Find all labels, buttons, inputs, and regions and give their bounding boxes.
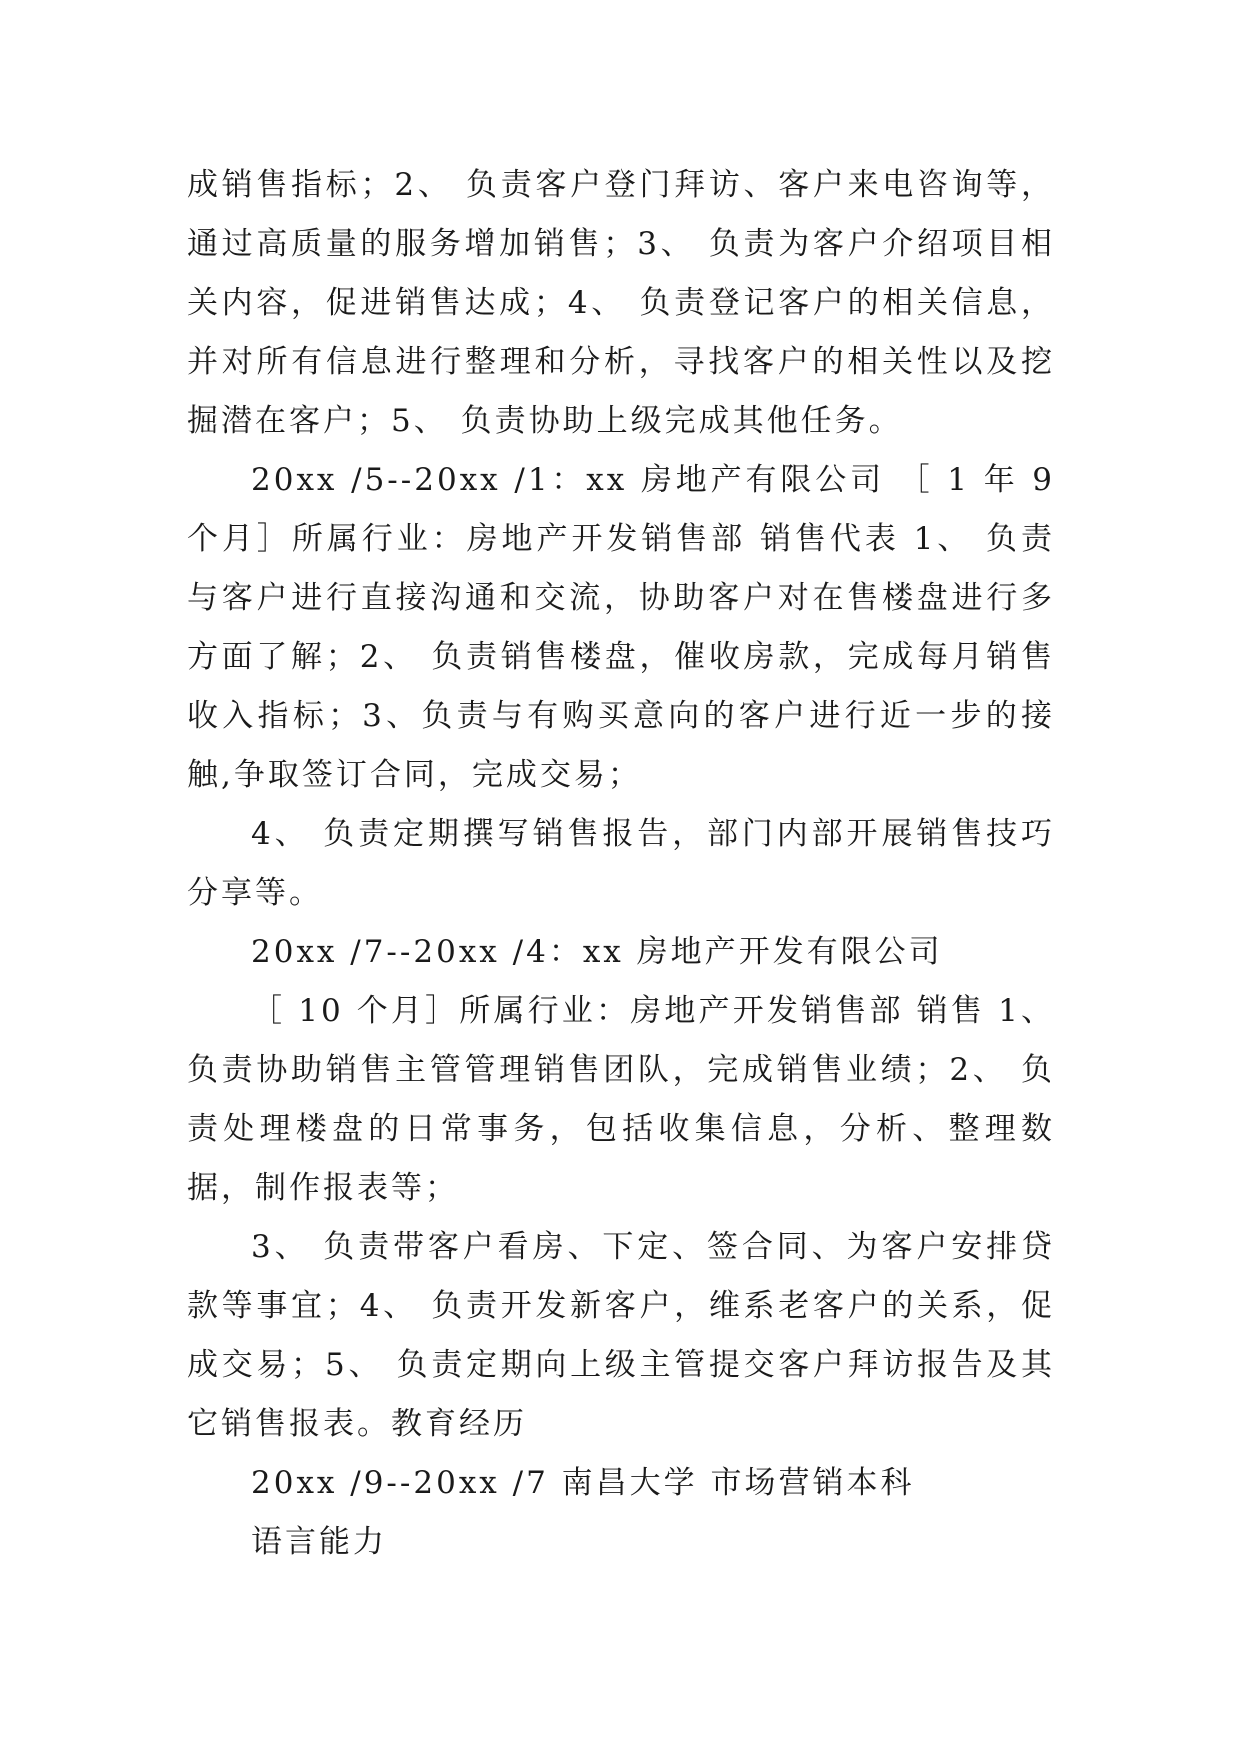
paragraph-sales-duties-continued: 成销售指标；2、 负责客户登门拜访、客户来电咨询等，通过高质量的服务增加销售；3、 负责为客户介绍项目相关内容，促进销售达成；4、 负责登记客户的相关信息，并对所有信息进行整理和分析，寻找客户的相关性以及挖掘潜在客户；5、 负责协助上级完成其他任务。 xyxy=(187,167,1055,439)
paragraph-job-real-estate-2-header: 20xx /7--20xx /4：xx 房地产开发有限公司 xyxy=(251,934,943,970)
paragraph-job-duty-4: 4、 负责定期撰写销售报告，部门内部开展销售技巧分享等。 xyxy=(187,816,1055,911)
section-heading-language-ability: 语言能力 xyxy=(251,1524,387,1560)
paragraph-education-entry: 20xx /9--20xx /7 南昌大学 市场营销本科 xyxy=(251,1465,915,1501)
paragraph-job-real-estate-1: 20xx /5--20xx /1：xx 房地产有限公司 ［ 1 年 9 个月］所属行业：房地产开发销售部 销售代表 1、 负责与客户进行直接沟通和交流，协助客户对在售楼盘进行多方面了解；2、 负责销售楼盘，催收房款，完成每月销售收入指标；3、负责与有购买意向的客户进行近一步的接触,争取签订合同，完成交易； xyxy=(187,462,1055,793)
paragraph-job-real-estate-2-duties: ［ 10 个月］所属行业：房地产开发销售部 销售 1、 负责协助销售主管管理销售团队，完成销售业绩；2、 负责处理楼盘的日常事务，包括收集信息，分析、整理数据，制作报表等； xyxy=(187,993,1055,1206)
document-body xyxy=(187,156,1055,1572)
paragraph-job-real-estate-2-more-duties: 3、 负责带客户看房、下定、签合同、为客户安排贷款等事宜；4、 负责开发新客户，维系老客户的关系，促成交易；5、 负责定期向上级主管提交客户拜访报告及其它销售报表。教育经历 xyxy=(187,1229,1055,1442)
